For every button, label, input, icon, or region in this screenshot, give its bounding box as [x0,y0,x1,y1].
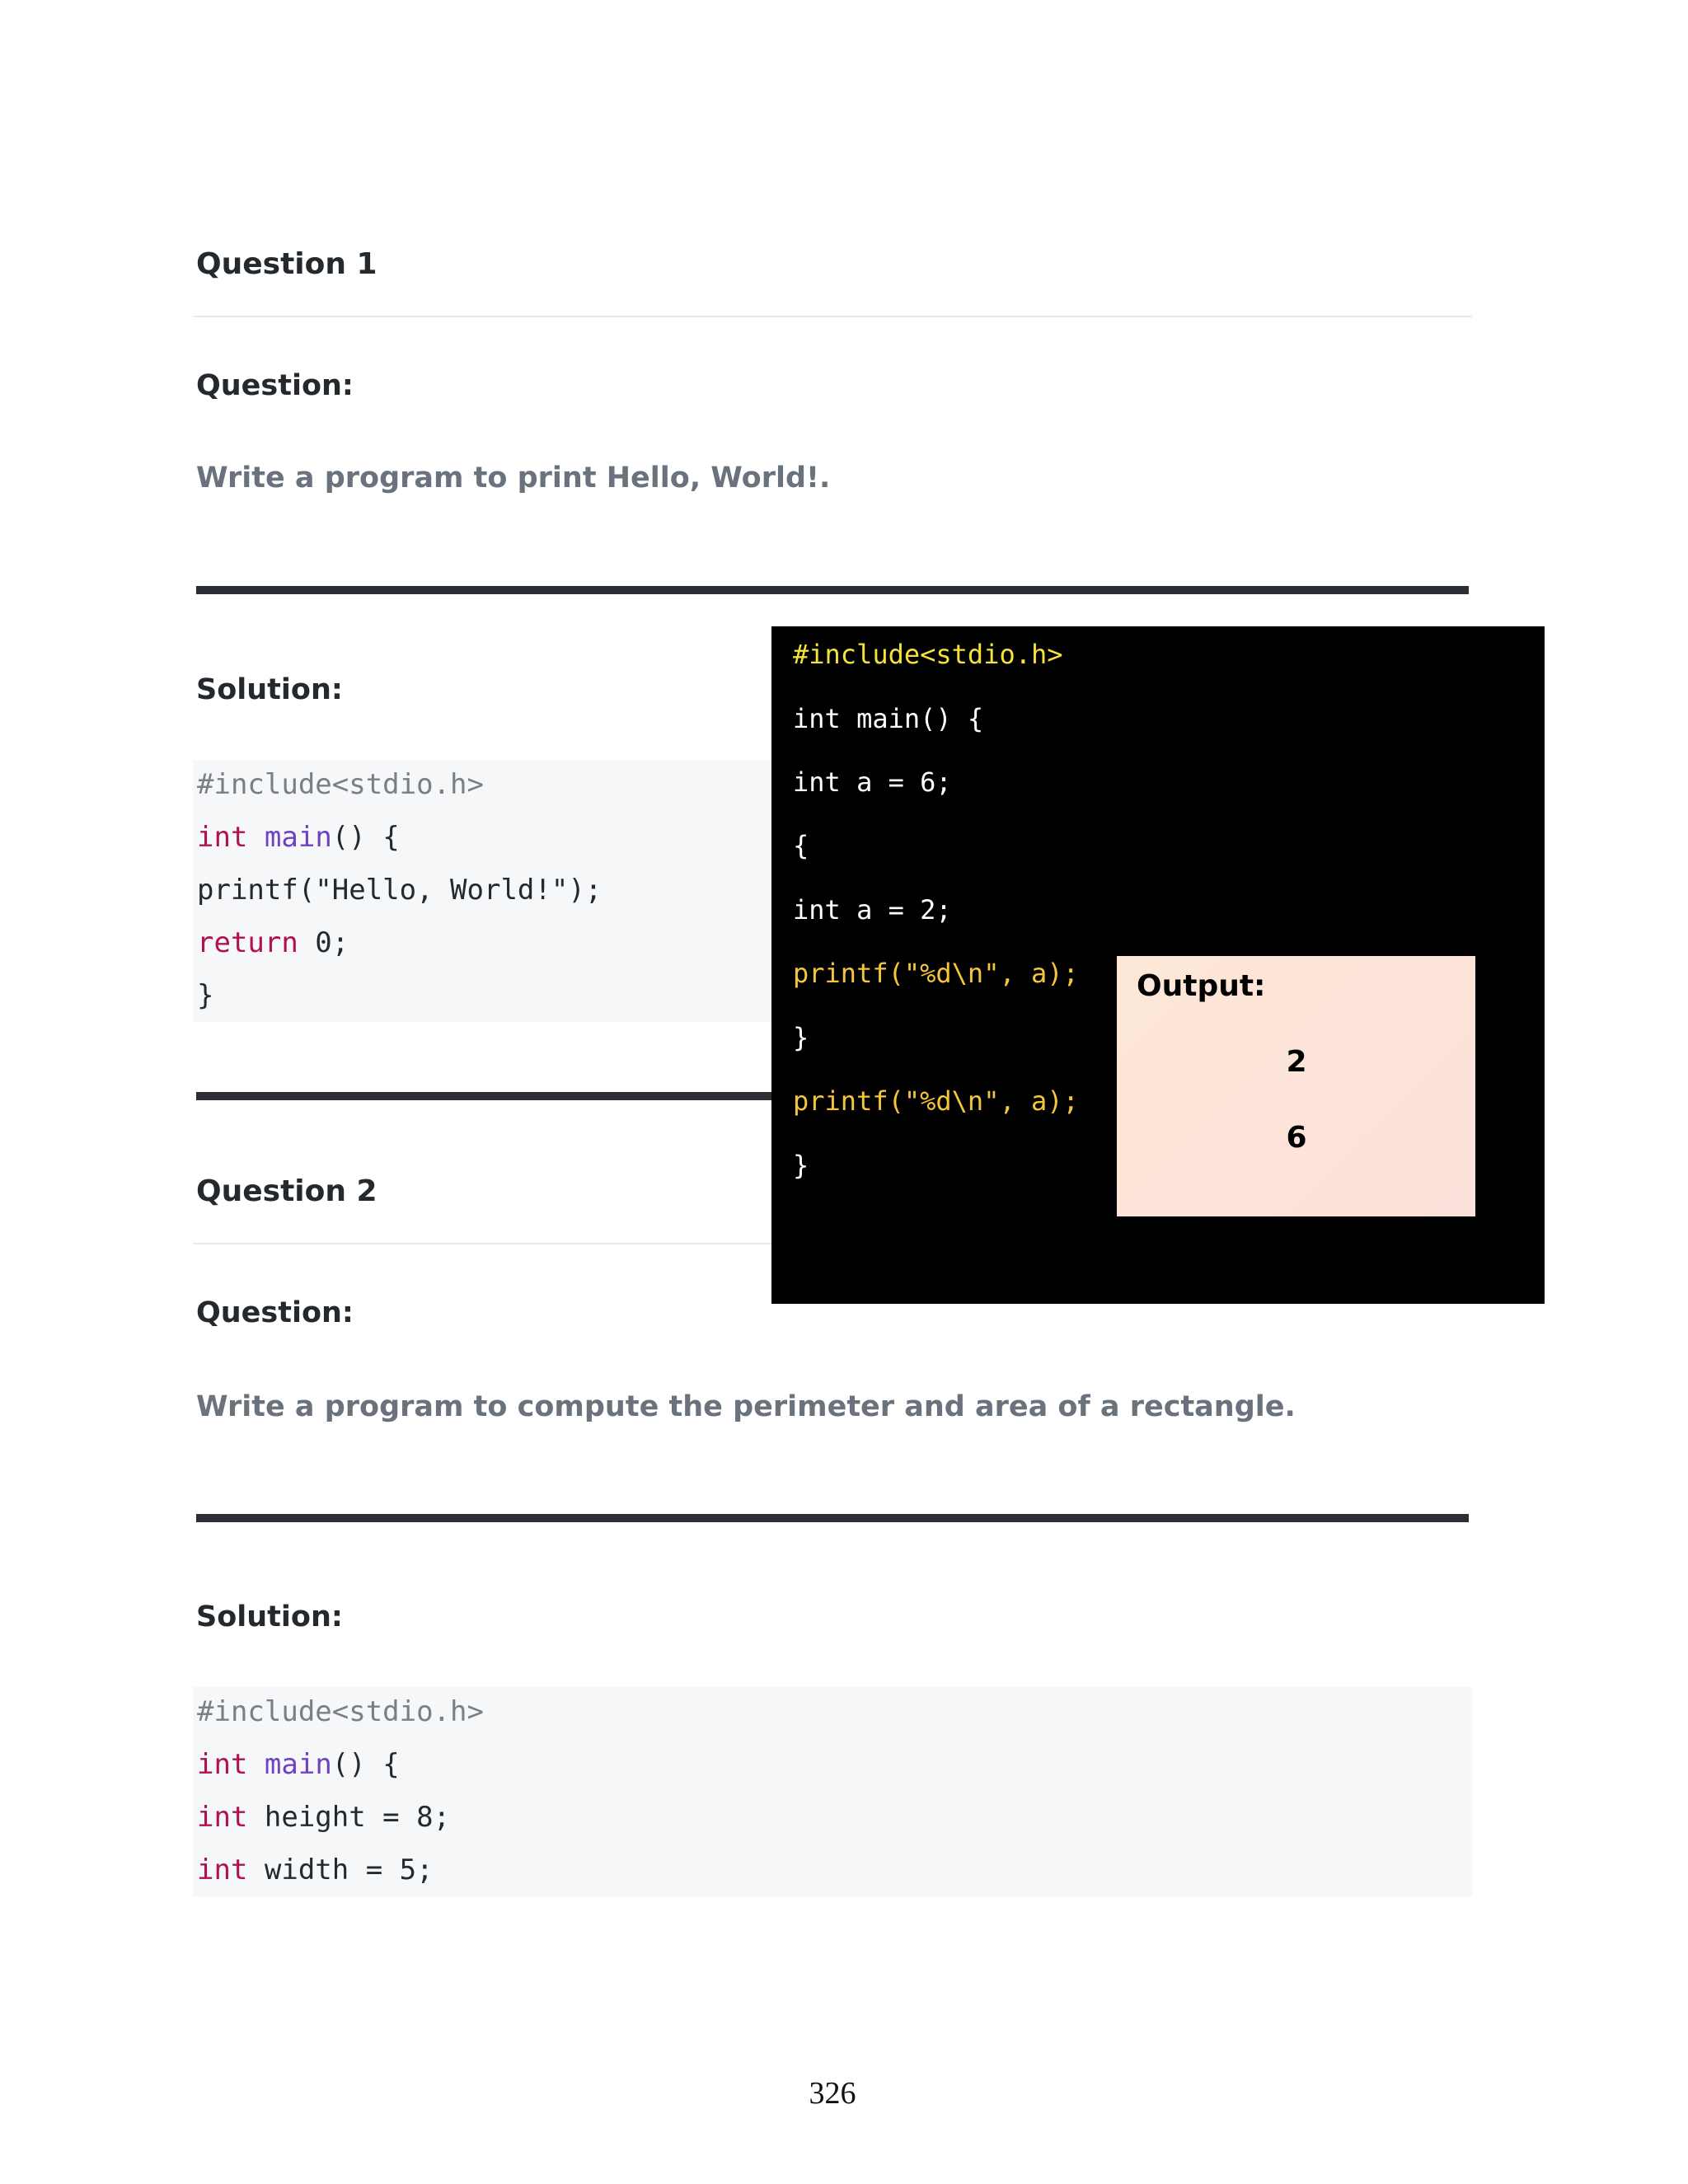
output-label: Output: [1137,969,1266,1003]
code-line [197,819,400,855]
code-line [197,1694,484,1730]
terminal-line: #include<stdio.h> [793,639,1063,670]
terminal-line: printf("%d\n", a); [793,1085,1079,1117]
code-text: 0; [298,926,349,959]
terminal-line: } [793,1150,809,1181]
question-2-label: Question: [196,1296,354,1329]
terminal-line: int main() { [793,703,984,734]
question-1-title: Question 1 [196,247,377,281]
question-2-prompt: Write a program to compute the perimeter and area of a rectangle. [196,1390,1296,1423]
code-line [197,977,213,1014]
code-line [197,1852,434,1888]
code-line [197,872,602,908]
code-line [197,1746,400,1783]
section-rule [196,586,1469,594]
section-rule [196,1514,1469,1522]
code-line [197,925,349,961]
solution-2-label: Solution: [196,1601,343,1633]
output-value: 6 [1286,1121,1307,1155]
function-name: main [264,1748,332,1781]
keyword: int [197,821,248,854]
solution-1-label: Solution: [196,673,343,706]
code-text: width = 5; [247,1854,434,1886]
keyword: int [197,1854,248,1886]
terminal-overlay [771,626,1545,1304]
code-block-2 [193,1687,1472,1896]
keyword: return [197,926,298,959]
preprocessor: #include<stdio.h> [197,1695,484,1728]
terminal-line: int a = 6; [793,766,952,798]
code-text: () { [331,821,400,854]
page-number: 326 [809,2076,856,2111]
code-text: printf("Hello, World!"); [197,874,603,907]
keyword: int [197,1801,248,1834]
terminal-line: printf("%d\n", a); [793,958,1079,989]
terminal-line: { [793,830,809,861]
question-1-label: Question: [196,369,354,402]
divider [193,316,1472,317]
preprocessor: #include<stdio.h> [197,768,484,801]
terminal-line: int a = 2; [793,894,952,926]
question-2-title: Question 2 [196,1174,377,1208]
code-text: } [197,979,214,1012]
output-value: 2 [1286,1045,1307,1079]
code-line [197,766,484,803]
output-panel [1117,956,1475,1216]
code-text: () { [331,1748,400,1781]
keyword: int [197,1748,248,1781]
code-line [197,1799,450,1835]
terminal-line: } [793,1022,809,1053]
question-1-prompt: Write a program to print Hello, World!. [196,462,831,494]
function-name: main [264,821,332,854]
code-text: height = 8; [247,1801,451,1834]
